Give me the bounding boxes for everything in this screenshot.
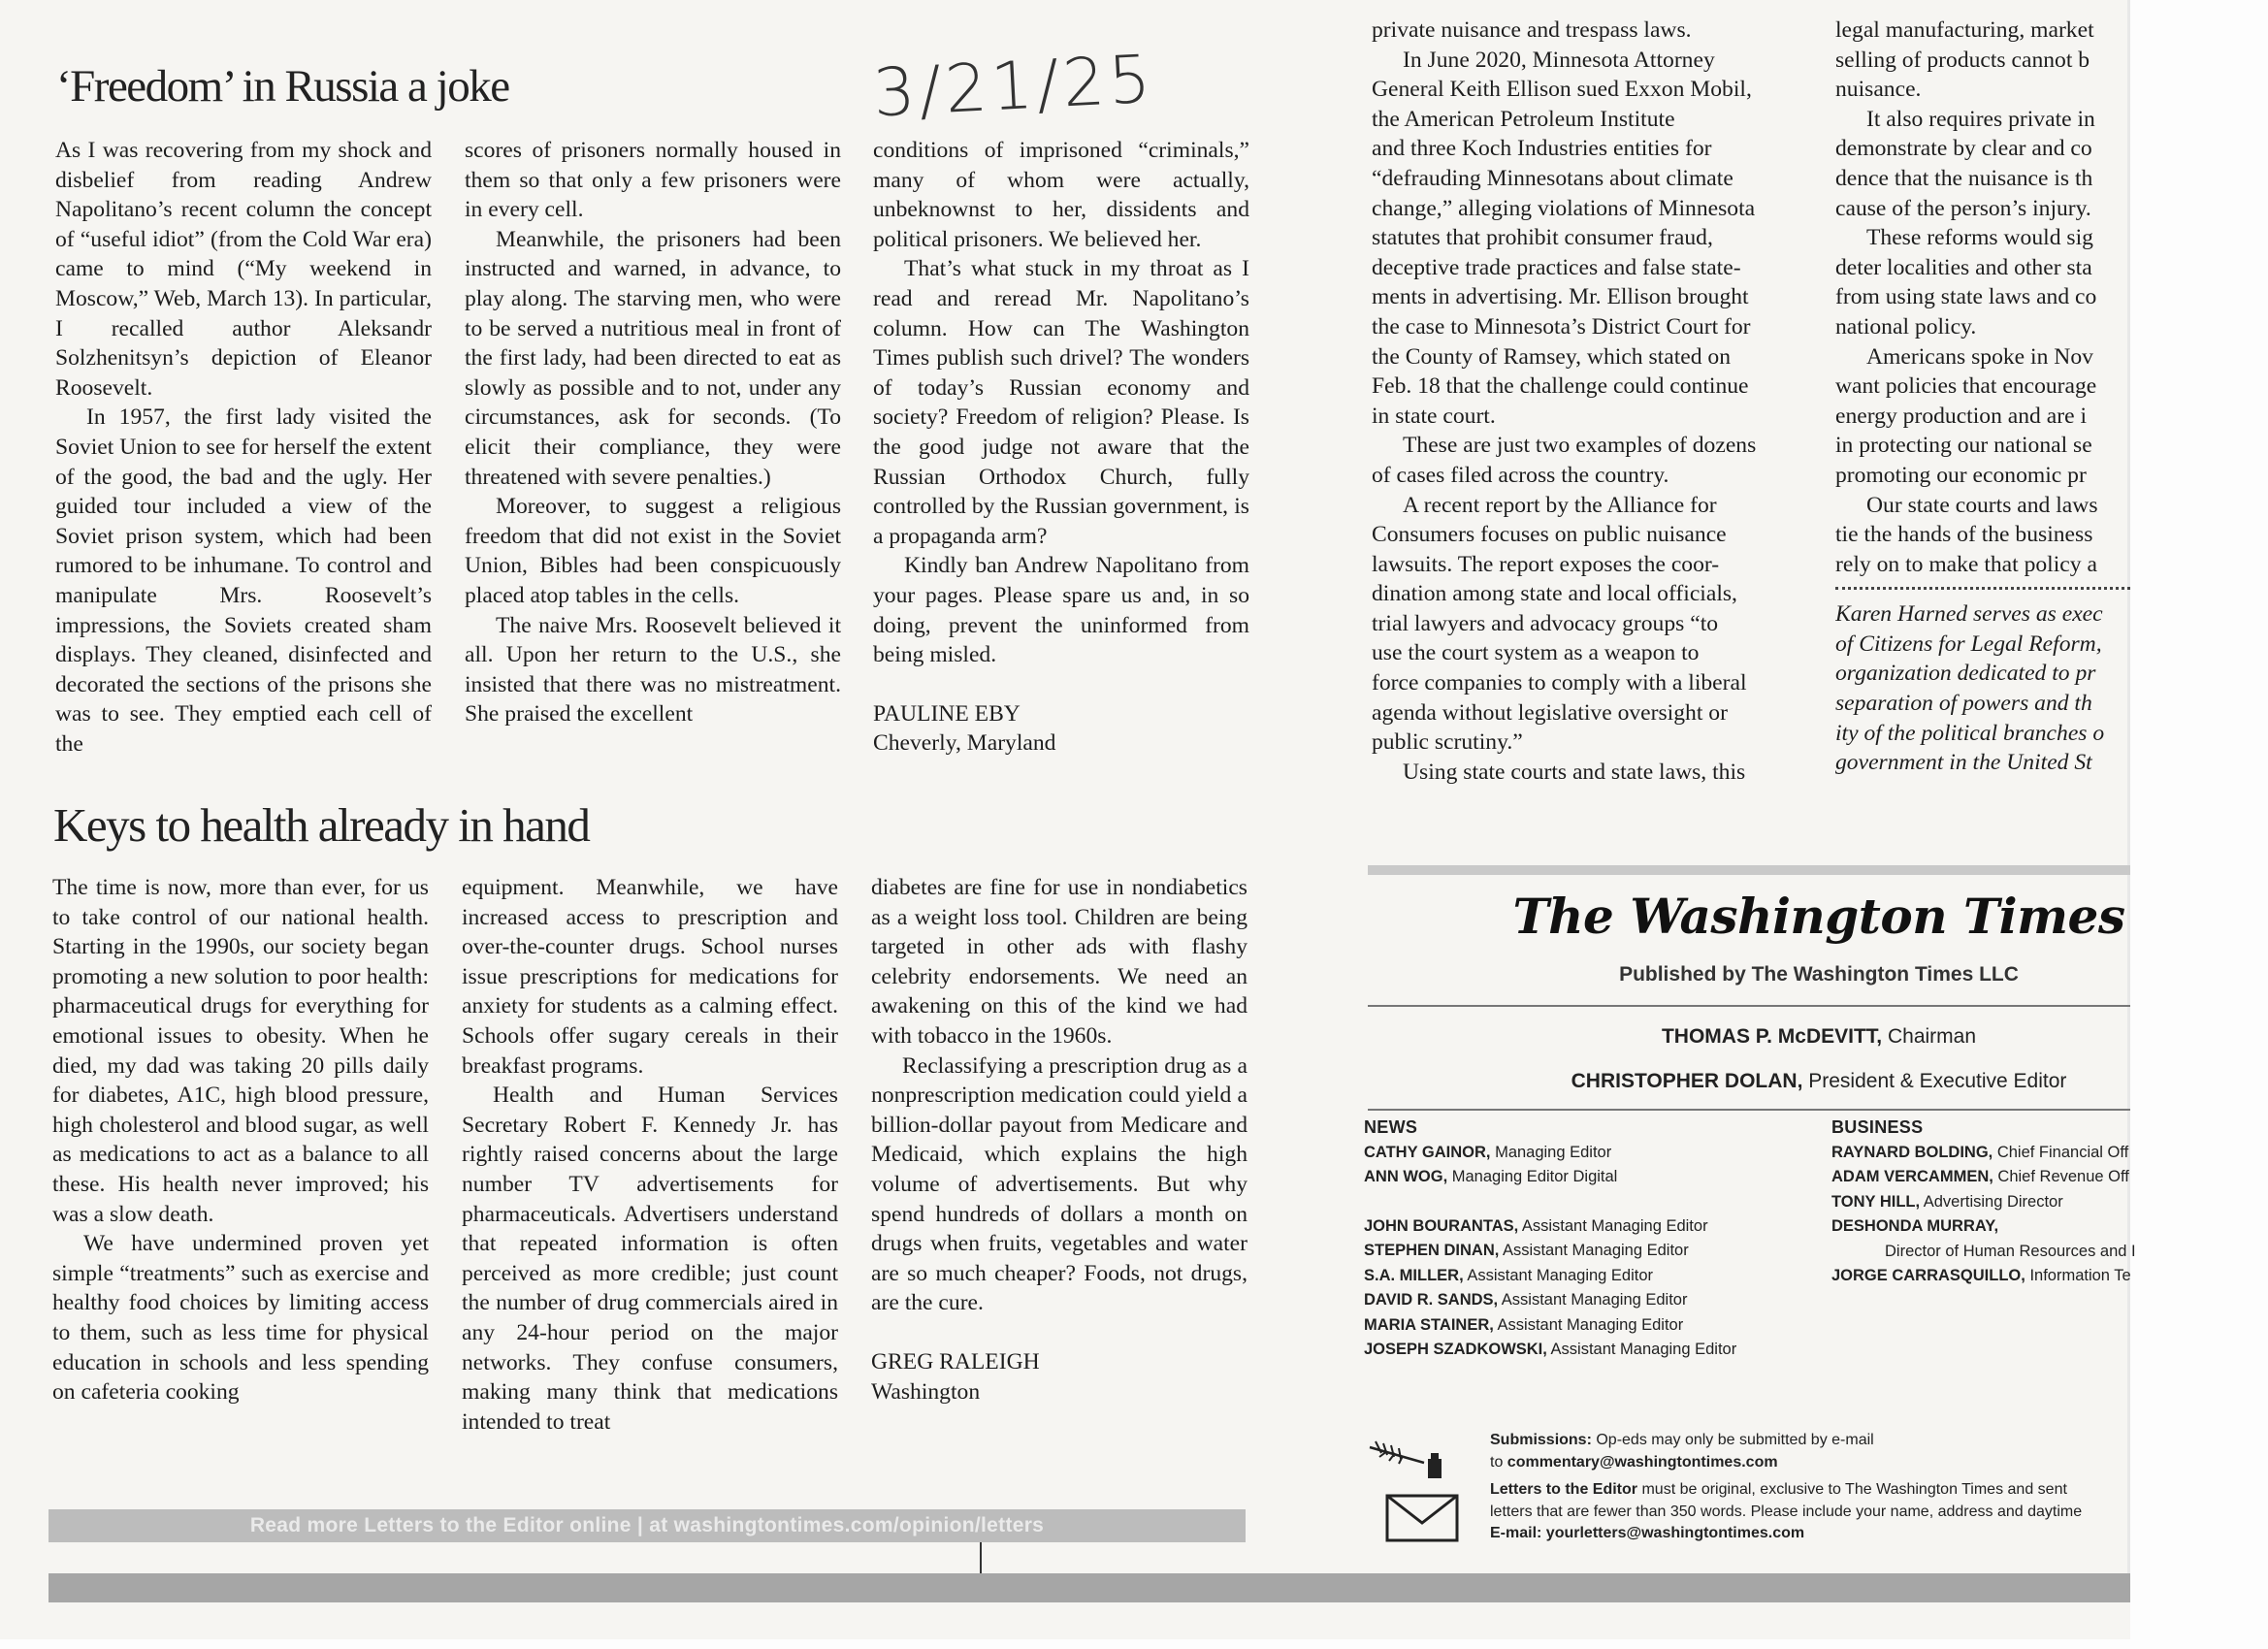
staff-title: Information Te [2025, 1267, 2131, 1284]
staff-entry [1364, 1165, 1736, 1190]
staff-title: Assistant Managing Editor [1499, 1242, 1689, 1259]
staff-entry [1831, 1190, 2152, 1215]
oped-line: from using state laws and co [1835, 284, 2097, 310]
letter2-col1 [52, 873, 429, 1407]
paragraph: Moreover, to suggest a religious freedom that did not exist in the Soviet Union, Bibles had been conspicuously placed atop tables in the cells. [465, 494, 841, 608]
oped-line: legal manufacturing, market [1835, 17, 2094, 43]
staff-title: Assistant Managing Editor [1518, 1216, 1708, 1235]
staff-entry [1364, 1288, 1736, 1313]
paragraph: The time is now, more than ever, for us to take control of our national health. Starting in the 1990s, our society began promoting a new solution to poor health: pharmaceutical drugs for everything for emotional issues to obesity. When he died, my dad was taking 20 pills daily for diabetes, A1C, high blood pressure, high cholesterol and blood sugar, as well as medications to act as a balance to all these. His health never improved; his was a slow death. [52, 875, 429, 1227]
author-bio-line: separation of powers and th [1835, 691, 2092, 717]
letter-signature: PAULINE EBY [873, 700, 1021, 727]
staff-title: Chief Revenue Off [1993, 1168, 2129, 1185]
oped-line: national policy. [1835, 313, 1977, 340]
oped-line: selling of products cannot b [1835, 47, 2090, 73]
staff-title: Chief Financial Off [1993, 1143, 2129, 1161]
oped-line: tie the hands of the business [1835, 522, 2093, 548]
handwritten-date: 3/21/25 [871, 41, 1157, 133]
letter2-headline: Keys to health already in hand [53, 798, 590, 852]
oped-line: statutes that prohibit consumer fraud, [1372, 225, 1713, 251]
oped-line: Feb. 18 that the challenge could continue [1372, 373, 1749, 400]
oped-line: want policies that encourage [1835, 373, 2097, 400]
oped-column-cutoff [1835, 16, 2130, 778]
oped-line: nuisance. [1835, 77, 1922, 103]
staff-title: Assistant Managing Editor [1498, 1291, 1688, 1309]
letter1-col1 [55, 136, 432, 759]
author-bio-line: of Citizens for Legal Reform, [1835, 630, 2102, 657]
letters-text: must be original, exclusive to The Washington Times and sent [1637, 1481, 2067, 1498]
oped-line: These are just two examples of dozens [1403, 433, 1757, 459]
paragraph: diabetes are fine for use in nondiabetics as a weight loss tool. Children are being targeted in other ads with flashy celebrity endorsements. We need an awakening on this of the kind we had with tobacco in the 1960s. [871, 875, 1247, 1049]
paragraph: As I was recovering from my shock and disbelief from reading Andrew Napolitano’s recent column the concept of “useful idiot” (from the Cold War era) came to mind (“My weekend in Moscow,” Web, March 13). In particular, I recalled author Aleksandr Solzhenitsyn’s depiction of Eleanor Roosevelt. [55, 138, 432, 401]
oped-line: rely on to make that policy a [1835, 551, 2097, 577]
staff-name: STEPHEN DINAN, [1364, 1242, 1500, 1259]
staff-entry [1831, 1141, 2152, 1166]
oped-line: public scrutiny.” [1372, 729, 1523, 756]
news-section-label: NEWS [1364, 1117, 1418, 1137]
paragraph: In 1957, the first lady visited the Soviet Union to see for herself the extent of the good, the bad and the ugly. Her guided tour included a view of the Soviet prison system, which had been rumored to be inhumane. To control and manipulate Mrs. Roosevelt’s impressions, the Soviets created sham displays. They cleaned, disinfected and decorated the sections of the prisons she was to see. They emptied each cell of the [55, 404, 432, 757]
oped-line: These reforms would sig [1866, 225, 2093, 251]
staff-title: Director of Human Resources and I [1831, 1242, 2136, 1260]
letter1-col2 [465, 136, 841, 729]
oped-line: private nuisance and trespass laws. [1372, 17, 1692, 43]
oped-line: promoting our economic pr [1835, 462, 2087, 488]
staff-name: TONY HILL, [1831, 1192, 1921, 1211]
author-bio-line: ity of the political branches o [1835, 720, 2105, 746]
staff-title: Advertising Director [1920, 1192, 2063, 1211]
person-name: CHRISTOPHER DOLAN, [1571, 1070, 1803, 1092]
oped-line: change,” alleging violations of Minnesota [1372, 195, 1756, 221]
staff-name: JORGE CARRASQUILLO, [1831, 1267, 2025, 1284]
staff-entry [1831, 1214, 2152, 1240]
person-name: THOMAS P. McDEVITT, [1661, 1025, 1883, 1048]
oped-line: deter localities and other sta [1835, 254, 2092, 280]
oped-line: dination among state and local officials, [1372, 581, 1737, 607]
staff-title: Assistant Managing Editor [1463, 1266, 1654, 1284]
scan-margin [2130, 0, 2268, 1649]
staff-entry [1831, 1165, 2152, 1190]
oped-line: A recent report by the Alliance for [1403, 492, 1717, 518]
oped-line: trial lawyers and advocacy groups “to [1372, 610, 1719, 636]
oped-line: the case to Minnesota’s District Court for [1372, 313, 1751, 340]
oped-line: dence that the nuisance is th [1835, 165, 2093, 191]
oped-line: energy production and are i [1835, 403, 2088, 429]
staff-entry [1831, 1264, 2152, 1289]
masthead-logo: The Washington Times [1512, 888, 2125, 945]
letter-signature: GREG RALEIGH [871, 1348, 1040, 1374]
dotted-divider [1835, 587, 2130, 590]
oped-line: and three Koch Industries entities for [1372, 136, 1712, 162]
business-staff-list [1831, 1116, 2152, 1289]
divider [1368, 1109, 2130, 1111]
paragraph: Reclassifying a prescription drug as a nonprescription medication could yield a billion-dollar payout from Medicare and Medicaid, which explains the high volume of advertisements. But why spend hundreds of dollars a month on drugs when fruits, vegetables and water are so much cheaper? Foods, not drugs, are the cure. [871, 1052, 1247, 1316]
masthead-publisher: Published by The Washington Times LLC [1619, 963, 2019, 986]
oped-line: lawsuits. The report exposes the coor- [1372, 551, 1720, 577]
submissions-to: to [1490, 1453, 1507, 1471]
oped-line: “defrauding Minnesotans about climate [1372, 165, 1733, 191]
letter-location: Washington [871, 1378, 981, 1405]
oped-line: demonstrate by clear and co [1835, 136, 2092, 162]
staff-entry [1831, 1240, 2152, 1265]
oped-line: the County of Ramsey, which stated on [1372, 343, 1732, 370]
paragraph: That’s what stuck in my throat as I read and reread Mr. Napolitano’s column. How can The Washington Times publish such drivel? The wonders of today’s Russian economy and society? Freedom of religion? Please. Is the good judge not aware that the Russian Orthodox Church, fully controlled by the Russian government, is a propaganda arm? [873, 256, 1249, 549]
staff-name: JOHN BOURANTAS, [1364, 1216, 1519, 1235]
staff-title: Managing Editor [1490, 1143, 1612, 1161]
paragraph: equipment. Meanwhile, we have increased access to prescription and over-the-counter drugs. School nurses issue prescriptions for medications for anxiety for students as a calming effect. Schools offer sugary cereals in their breakfast programs. [462, 875, 838, 1079]
letter1-headline: ‘Freedom’ in Russia a joke [56, 61, 509, 112]
paragraph: Kindly ban Andrew Napolitano from your pages. Please spare us and, in so doing, prevent the uninformed from being misled. [873, 553, 1249, 668]
submissions-text: Op-eds may only be submitted by e-mail [1591, 1432, 1874, 1448]
read-more-online-banner[interactable]: Read more Letters to the Editor online | at washingtontimes.com/opinion/letters [49, 1509, 1246, 1542]
masthead-bar [1368, 865, 2130, 875]
staff-entry [1364, 1338, 1736, 1363]
oped-line: Americans spoke in Nov [1866, 343, 2093, 370]
author-bio-line: Karen Harned serves as exec [1835, 601, 2103, 628]
envelope-icon [1385, 1494, 1459, 1542]
oped-line: agenda without legislative oversight or [1372, 699, 1728, 726]
masthead-chairman [1368, 1025, 2268, 1049]
oped-line: Our state courts and laws [1866, 492, 2098, 518]
masthead-president [1368, 1070, 2268, 1093]
person-title: President & Executive Editor [1802, 1070, 2067, 1092]
quill-pen-icon [1366, 1439, 1453, 1482]
bottom-rule-bar [49, 1573, 2130, 1602]
staff-title: Assistant Managing Editor [1546, 1341, 1737, 1358]
staff-entry [1364, 1214, 1736, 1240]
staff-name: DESHONDA MURRAY, [1831, 1217, 1999, 1235]
oped-line: in protecting our national se [1835, 433, 2092, 459]
staff-entry [1364, 1313, 1736, 1339]
staff-name: ADAM VERCAMMEN, [1831, 1168, 1993, 1185]
commentary-email-link[interactable]: commentary@washingtontimes.com [1507, 1453, 1778, 1471]
staff-name: DAVID R. SANDS, [1364, 1291, 1499, 1309]
divider [1368, 1005, 2130, 1007]
letter2-col3 [871, 873, 1247, 1406]
scan-margin-bottom [0, 1639, 2268, 1649]
staff-name: MARIA STAINER, [1364, 1315, 1494, 1334]
paragraph: Meanwhile, the prisoners had been instructed and warned, in advance, to play along. The starving men, who were to be served a nutritious meal in front of the first lady, had been directed to eat as slowly as possible and to not, under any circumstances, ask for seconds. (To elicit their compliance, they were threatened with severe penalties.) [465, 226, 841, 490]
staff-name: ANN WOG, [1364, 1168, 1448, 1185]
letter1-col3 [873, 136, 1249, 759]
oped-line: ments in advertising. Mr. Ellison brought [1372, 284, 1749, 310]
person-title: Chairman [1882, 1025, 1977, 1048]
submissions-label: Submissions: [1490, 1432, 1592, 1448]
news-staff-list [1364, 1116, 1736, 1363]
paragraph: Health and Human Services Secretary Robert F. Kennedy Jr. has rightly raised concerns about the large number TV advertisements for pharmaceuticals. Advertisers understand that repeated information is often perceived as more credible; just count the number of drug commercials aired in any 24-hour period on the major networks. They confuse consumers, making many think that medications intended to treat [462, 1083, 838, 1435]
oped-line: the American Petroleum Institute [1372, 106, 1675, 132]
staff-entry [1364, 1264, 1736, 1289]
staff-entry [1364, 1239, 1736, 1264]
oped-line: General Keith Ellison sued Exxon Mobil, [1372, 77, 1752, 103]
staff-entry [1364, 1141, 1736, 1166]
letter-location: Cheverly, Maryland [873, 730, 1056, 757]
paragraph: The naive Mrs. Roosevelt believed it all. Upon her return to the U.S., she insisted that there was no mistreatment. She praised the excellent [465, 612, 841, 728]
staff-name: CATHY GAINOR, [1364, 1143, 1491, 1161]
oped-column [1372, 16, 1808, 787]
oped-line: in state court. [1372, 403, 1496, 429]
oped-line: force companies to comply with a liberal [1372, 670, 1747, 696]
staff-title: Assistant Managing Editor [1493, 1315, 1684, 1334]
paragraph: conditions of imprisoned “criminals,” many of whom were actually, unbeknownst to her, dissidents and political prisoners. We believed her. [873, 138, 1249, 252]
submissions-info [1490, 1430, 2130, 1545]
oped-line: Using state courts and state laws, this [1403, 759, 1746, 785]
author-bio-line: government in the United St [1835, 750, 2092, 776]
staff-name: S.A. MILLER, [1364, 1266, 1464, 1284]
oped-line: cause of the person’s injury. [1835, 195, 2091, 221]
business-section-label: BUSINESS [1831, 1117, 1924, 1137]
letters-text-line2: letters that are fewer than 350 words. Please include your name, address and daytime [1490, 1503, 2083, 1520]
letter2-col2 [462, 873, 838, 1437]
oped-line: deceptive trade practices and false state- [1372, 254, 1741, 280]
oped-line: of cases filed across the country. [1372, 462, 1669, 488]
oped-line: It also requires private in [1866, 106, 2095, 132]
staff-name: JOSEPH SZADKOWSKI, [1364, 1341, 1547, 1358]
paragraph: We have undermined proven yet simple “treatments” such as exercise and healthy food choices by limiting access to them, such as less time for physical education in schools and less spending on cafeteria cooking [52, 1231, 429, 1406]
author-bio-line: organization dedicated to pr [1835, 661, 2096, 687]
paragraph: scores of prisoners normally housed in them so that only a few prisoners were in every cell. [465, 138, 841, 223]
staff-entry [1364, 1190, 1736, 1214]
oped-line: use the court system as a weapon to [1372, 640, 1700, 666]
staff-name: RAYNARD BOLDING, [1831, 1143, 1993, 1161]
oped-line: In June 2020, Minnesota Attorney [1403, 47, 1715, 73]
letters-email-link[interactable]: yourletters@washingtontimes.com [1545, 1525, 1805, 1541]
email-label: E-mail: [1490, 1525, 1546, 1541]
oped-line: Consumers focuses on public nuisance [1372, 522, 1727, 548]
letters-label: Letters to the Editor [1490, 1481, 1638, 1498]
staff-title: Managing Editor Digital [1447, 1168, 1618, 1185]
